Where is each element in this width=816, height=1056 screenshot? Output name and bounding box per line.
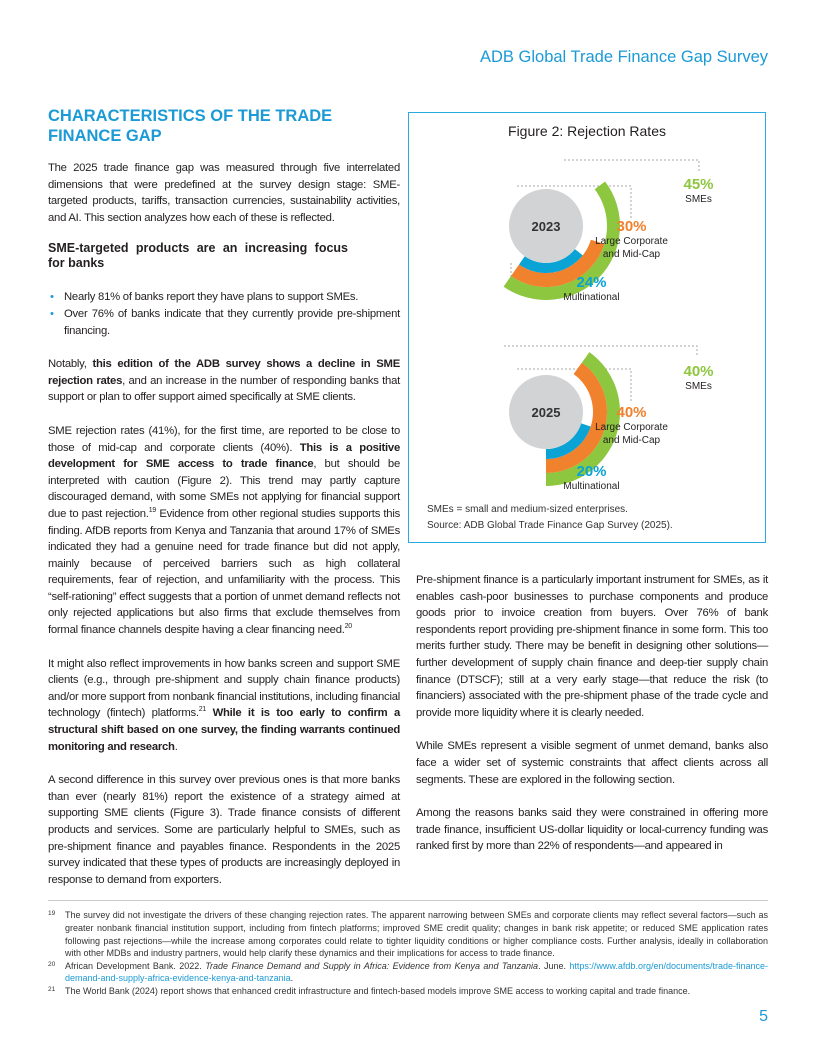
leader-line-smes-2023 [564,160,699,173]
citation-title: Trade Finance Demand and Supply in Africa: Evidence from Kenya and Tanzania [205,960,539,971]
footnote-ref[interactable]: 19 [148,507,156,515]
series-label: Large Corporate [595,422,668,433]
value-label: 45% [683,176,714,193]
text: , and an increase in the number of responding banks that support or plan to offer support aimed specifically at SME clients. [48,374,401,404]
series-label: Multinational [563,292,620,303]
leader-line-smes-2025 [504,346,697,356]
footnote-text [65,960,768,985]
figure-2-box [408,112,766,543]
footnote-number: 20 [48,960,56,968]
bold-text: this edition of the ADB survey shows a decline in SME rejection rates [48,358,401,387]
text: , but should be interpreted with caution (Figure 2). This trend may partly capture discouraged demand, with some SMEs not applying for financial support due to past rejection. [48,458,400,520]
bold-text: This is a positive development for SME access to trade finance [48,441,400,471]
paragraph-preshipment: Pre-shipment finance is a particularly important instrument for SMEs, as it enables cash-poor businesses to purchase components and produce goods prior to invoice creation from buyers. Over 76% of bank respondents report providing pre-shipment finance in some form. This too merits further study. There may be benefit in designing other solutions—further development of supply chain finance and deep-tier supply chain finance (DTSCF); still at a very early stage—that reduce the risk (to financiers) associated with the pre-shipment phase of the trade cycle and provide more liquidity where it is clearly needed. [416,574,768,719]
series-label: and Mid-Cap [602,435,661,446]
figure-title: Figure 2: Rejection Rates [508,123,666,139]
bullet-list [48,289,400,339]
left-column-wrapper [48,106,400,888]
figure-note: SMEs = small and medium-sized enterprises. [427,504,628,515]
footnote-number: 19 [48,910,56,918]
main-content [48,0,768,888]
paragraph-second-difference: A second difference in this survey over previous ones is that more banks than ever (nearly 81%) report the existence of a strategy aimed at supporting SME clients (Figure 3). Trade finance consists of different products and services. Some are particularly helpful to SMEs, such as pre-shipment finance and payables finance. Respondents in the 2025 survey indicated that these types of products are increasingly deployed in response to demand from exporters. [48,774,400,886]
left-column [48,160,400,888]
footnote-21 [48,985,768,998]
figure-source: Source: ADB Global Trade Finance Gap Survey (2025). [427,520,673,531]
footnote-19 [48,909,768,959]
text: Evidence from other regional studies supports this finding. AfDB reports from Kenya and Tanzania that around 17% of SMEs indicated they had a genuine need for trade finance but did not apply, mainly because of perceived barriers such as high collateral requirements, fear of rejection, and unfamiliarity with the process. This “self-rationing” effect suggests that a portion of unmet demand reflects not only rejected applications but also firms that exclude themselves from formal finance channels despite having a clear financing need. [48,507,400,637]
series-label: Multinational [563,481,620,492]
footnote-text: The survey did not investigate the drivers of these changing rejection rates. The apparent narrowing between SMEs and corporate clients may reflect several factors—such as greater nonbank financial institution support, including from fintech platforms; improved SME credit quality; changes in bank risk appetite; or reduced SME application rates following past rejections—while the increase among corporates could relate to tighter liquidity conditions or higher compliance costs. Further analysis, ideally in collaboration with other MDBs and industry partners, would help clarify these dynamics and their implications for access to trade finance. [65,910,768,959]
paragraph-rejection [48,423,400,639]
value-label: 24% [576,274,607,291]
value-label: 40% [683,363,714,380]
right-column [416,572,768,855]
footnote-20 [48,960,768,985]
series-label: and Mid-Cap [602,249,661,260]
footnote-ref[interactable]: 20 [344,623,352,631]
text: . June. [538,960,570,971]
intro-paragraph: The 2025 trade finance gap was measured through five interrelated dimensions that were predefined at the survey design stage: SME-targeted products, tariffs, transaction currencies, sustainability activities, and AI. This section analyzes how each of these is reflected. [48,162,400,224]
footnotes [48,909,768,997]
text: . [174,740,178,753]
series-label: SMEs [685,194,712,205]
bullet-item: • Over 76% of banks indicate that they currently provide pre-shipment financing. [48,306,400,339]
afdb-link[interactable]: https://www.afdb.org/en/documents/trade-finance-demand-and-supply-africa-evidence-kenya-and-tanzania [65,960,769,984]
text: It might also reflect improvements in how banks screen and support SME clients (e.g., through pre-shipment and supply chain finance products) and/or more support from nonbank financial institutions, including financial technology (fintech) platforms. [48,657,400,720]
footnote-text: The World Bank (2024) report shows that enhanced credit infrastructure and fintech-based models improve SME access to working capital and trade finance. [65,985,691,996]
value-label: 30% [616,218,647,235]
text: Notably, [48,358,93,371]
series-label: SMEs [685,381,712,392]
paragraph-while: While SMEs represent a visible segment of unmet demand, banks also face a wider set of systemic constraints that affect clients across all segments. These are explored in the following section. [416,740,768,786]
year-label: 2023 [531,219,561,234]
value-label: 40% [616,404,647,421]
year-label: 2025 [531,405,561,420]
footnote-number: 21 [48,985,56,993]
subheading: SME-targeted products are an increasing focus for banks [48,241,348,271]
right-column-wrapper [416,106,768,855]
footnote-divider [48,900,768,901]
paragraph-among: Among the reasons banks said they were constrained in offering more trade finance, insufficient US-dollar liquidity or local-currency funding was ranked first by more than 22% of respondents—and appeared in [416,807,768,853]
section-title: CHARACTERISTICS OF THE TRADE FINANCE GAP [48,107,333,145]
page-number: 5 [759,1007,768,1025]
paragraph-improvements [48,656,400,756]
text: African Development Bank. 2022. [65,960,206,971]
bold-text: While it is too early to confirm a structural shift based on one survey, the finding warrants continued monitoring and research [48,707,400,753]
paragraph-notably [48,356,400,406]
text: SME rejection rates (41%), for the first time, are reported to be close to those of mid-cap and corporate clients (40%). [48,424,400,454]
running-header: ADB Global Trade Finance Gap Survey [480,48,768,66]
series-label: Large Corporate [595,236,668,247]
text: . [290,973,294,984]
bullet-item: • Nearly 81% of banks report they have plans to support SMEs. [48,289,400,306]
value-label: 20% [576,463,607,480]
footnote-ref[interactable]: 21 [198,706,207,714]
